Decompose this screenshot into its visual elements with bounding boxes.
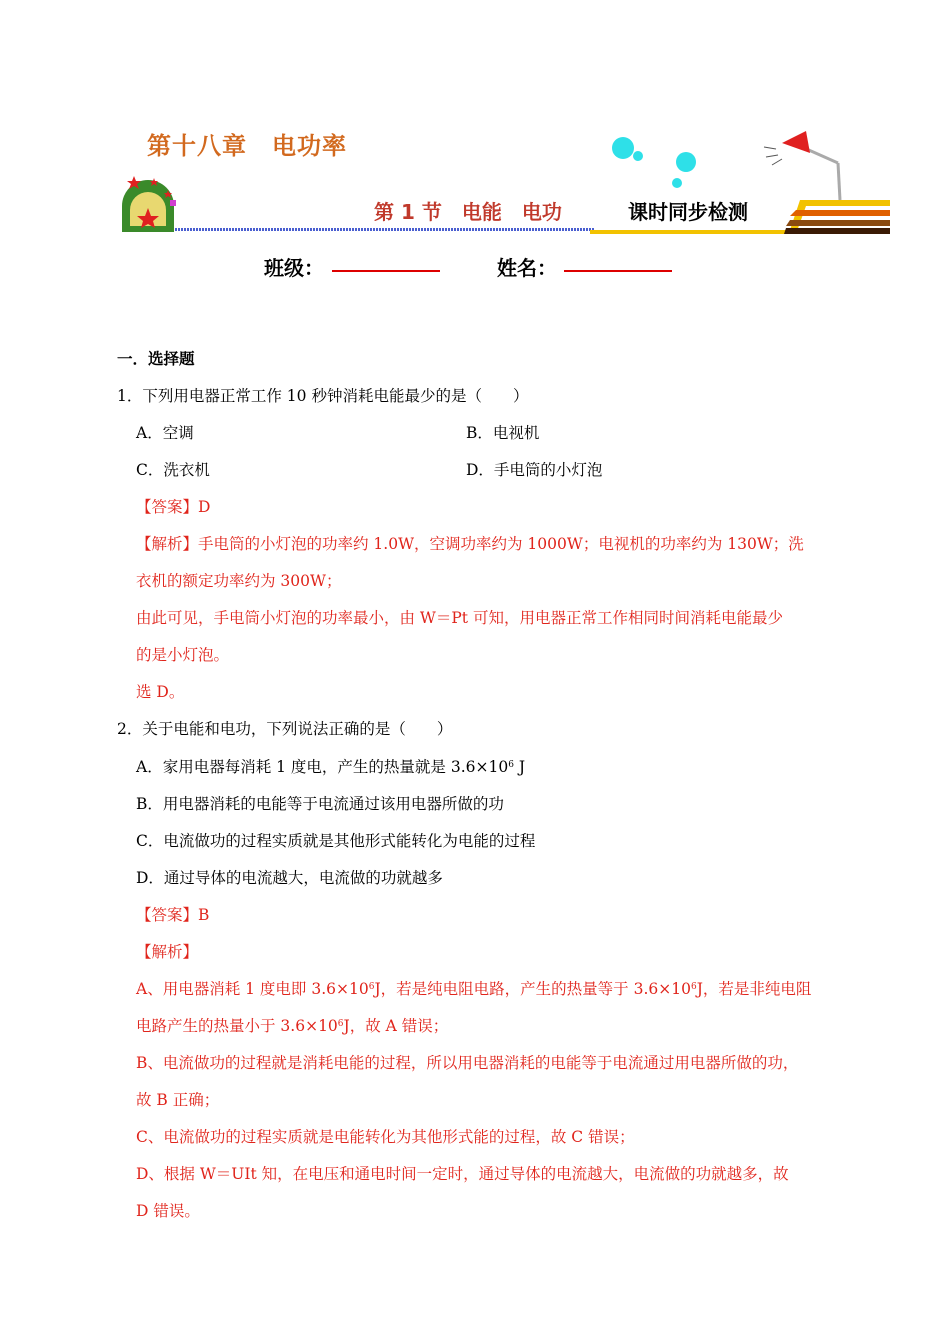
class-field[interactable] bbox=[332, 270, 440, 272]
banner-label: 课时同步检测 bbox=[628, 200, 748, 224]
q2-analysis-label: 【解析】 bbox=[136, 943, 199, 961]
q2-analysis-line: A、用电器消耗 1 度电即 $3.6\times 10^6J$，若是纯电阻电路，产生的热量等于 $3.6\times 10^6J$，若是非纯电阻 bbox=[136, 980, 812, 998]
q2-analysis-line: 电路产生的热量小于 $3.6\times 10^6J$，故 A 错误； bbox=[136, 1017, 449, 1035]
q1-analysis-line: 选 D。 bbox=[136, 683, 185, 701]
q1-option-c: C．洗衣机 bbox=[136, 461, 210, 479]
name-label: 姓名： bbox=[497, 256, 557, 280]
q2-stem: 2．关于电能和电功，下列说法正确的是（ ） bbox=[117, 720, 453, 738]
q1-analysis-line: 由此可见，手电筒小灯泡的功率最小，由 W＝Pt 可知，用电器正常工作相同时间消耗电能最少 bbox=[136, 609, 783, 627]
q1-option-a: A．空调 bbox=[136, 424, 194, 442]
q1-answer: 【答案】D bbox=[136, 498, 211, 516]
q2-analysis-line: 故 B 正确； bbox=[136, 1091, 220, 1109]
name-field[interactable] bbox=[564, 270, 672, 272]
chapter-title: 第十八章 电功率 bbox=[147, 132, 347, 160]
section-title: 第 1 节 电能 电功 bbox=[374, 200, 562, 224]
q2-analysis-line: D、根据 W＝UIt 知，在电压和通电时间一定时，通过导体的电流越大，电流做的功就越多，故 bbox=[136, 1165, 789, 1183]
desk-lamp-icon bbox=[760, 125, 850, 200]
q2-analysis-line: B、电流做功的过程就是消耗电能的过程，所以用电器消耗的电能等于电流通过用电器所做的功， bbox=[136, 1054, 799, 1072]
q1-analysis-line: 衣机的额定功率约为 300W； bbox=[136, 572, 342, 590]
class-label: 班级： bbox=[264, 256, 324, 280]
bubbles-decoration bbox=[600, 128, 710, 193]
q2-option-a: A．家用电器每消耗 1 度电，产生的热量就是 $3.6\times 10^6$ J bbox=[136, 758, 526, 776]
header-divider bbox=[175, 228, 595, 231]
q2-analysis-line: D 错误。 bbox=[136, 1202, 200, 1220]
q1-analysis-line: 的是小灯泡。 bbox=[136, 646, 230, 664]
star-badge-icon bbox=[118, 170, 180, 234]
q2-option-c: C．电流做功的过程实质就是其他形式能转化为电能的过程 bbox=[136, 832, 536, 850]
q2-answer: 【答案】B bbox=[136, 906, 210, 924]
q1-option-b: B．电视机 bbox=[466, 424, 540, 442]
q2-option-d: D．通过导体的电流越大，电流做的功就越多 bbox=[136, 869, 443, 887]
q2-analysis-line: C、电流做功的过程实质就是电能转化为其他形式能的过程，故 C 错误； bbox=[136, 1128, 635, 1146]
q1-stem: 1．下列用电器正常工作 10 秒钟消耗电能最少的是（ ） bbox=[117, 387, 529, 405]
q2-option-b: B．用电器消耗的电能等于电流通过该用电器所做的功 bbox=[136, 795, 504, 813]
section-heading: 一．选择题 bbox=[117, 349, 195, 368]
q1-analysis-line: 【解析】手电筒的小灯泡的功率约 1.0W，空调功率约为 1000W；电视机的功率约为 130W；洗 bbox=[136, 535, 804, 553]
q1-option-d: D．手电筒的小灯泡 bbox=[466, 461, 603, 479]
